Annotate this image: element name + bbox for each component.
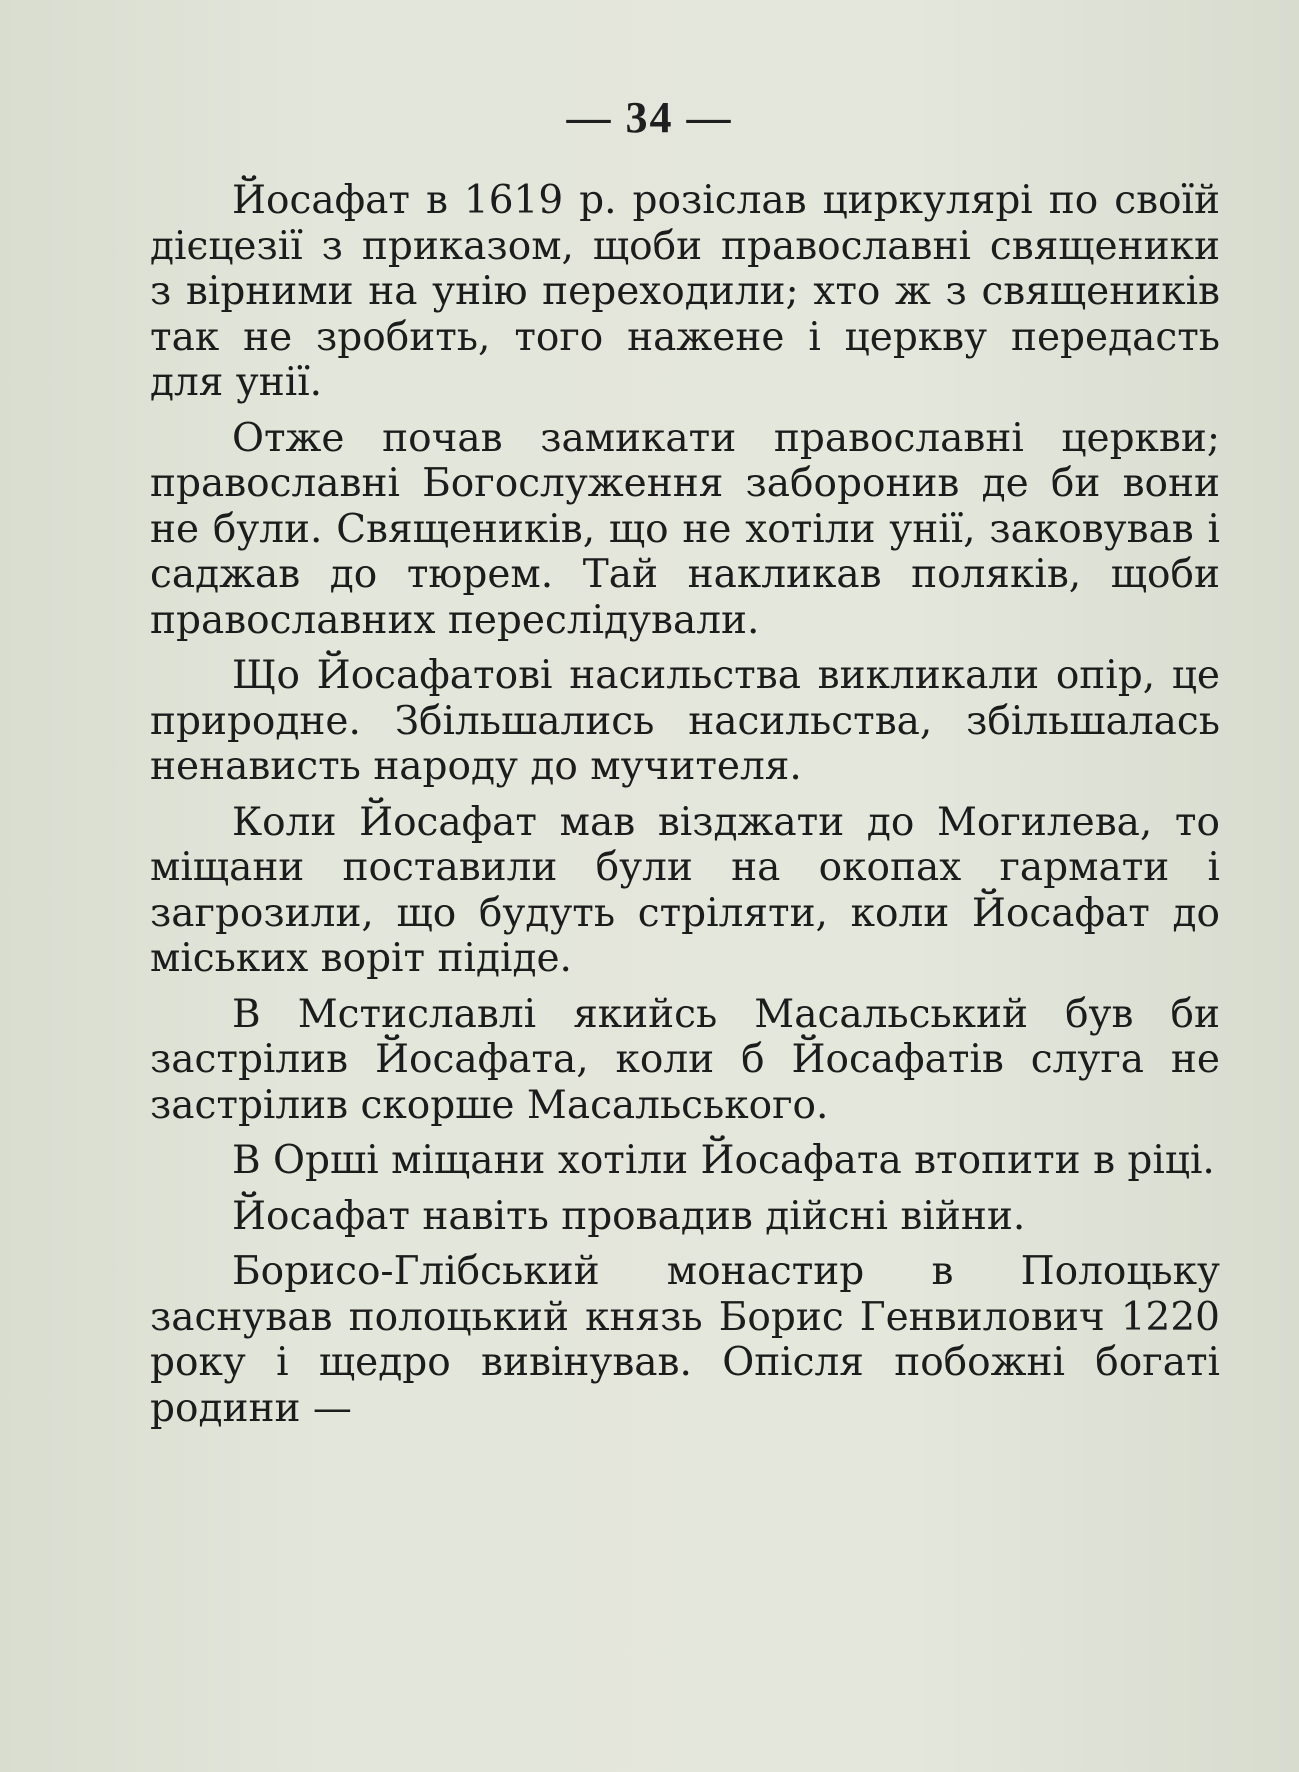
paragraph: Йосафат навіть провадив дійсні війни. (232, 1193, 1026, 1239)
page-number: — 34 — (566, 93, 733, 142)
paragraph: Що Йосафатові насильства викликали опір, це природне. Збільшались насильства, збільшалась ненависть народу до мучителя. (150, 653, 1220, 789)
paragraph: В Мстиславлі якийсь Масальський був би застрілив Йосафата, коли б Йосафатів слуга не застрілив скорше Масальського. (150, 991, 1220, 1128)
paragraph: Коли Йосафат мав візджати до Могилева, то міщани поставили були на окопах гармати і загрозили, що будуть стріляти, коли Йосафат до міських воріт підіде. (150, 799, 1220, 981)
body-text (150, 178, 1220, 1431)
paragraph: Йосафат в 1619 р. розіслав циркулярі по своїй дієцезії з приказом, щоби православні священики з вірними на унію переходили; хто ж з священиків так не зробить, того нажене і церкву передасть для унії. (150, 178, 1220, 405)
paragraph: Отже почав замикати православні церкви; православні Богослуження заборонив де би вони не були. Священиків, що не хотіли унії, заковував і саджав до тюрем. Тай накликав поляків, щоби православних переслідували. (150, 415, 1220, 643)
paragraph: Борисо-Глібський монастир в Полоцьку заснував полоцький князь Борис Генвилович 1220 року і щедро вивінував. Опісля побожні богаті родини — (150, 1249, 1220, 1431)
paragraph: В Орші міщани хотіли Йосафата втопити в ріці. (232, 1138, 1215, 1183)
